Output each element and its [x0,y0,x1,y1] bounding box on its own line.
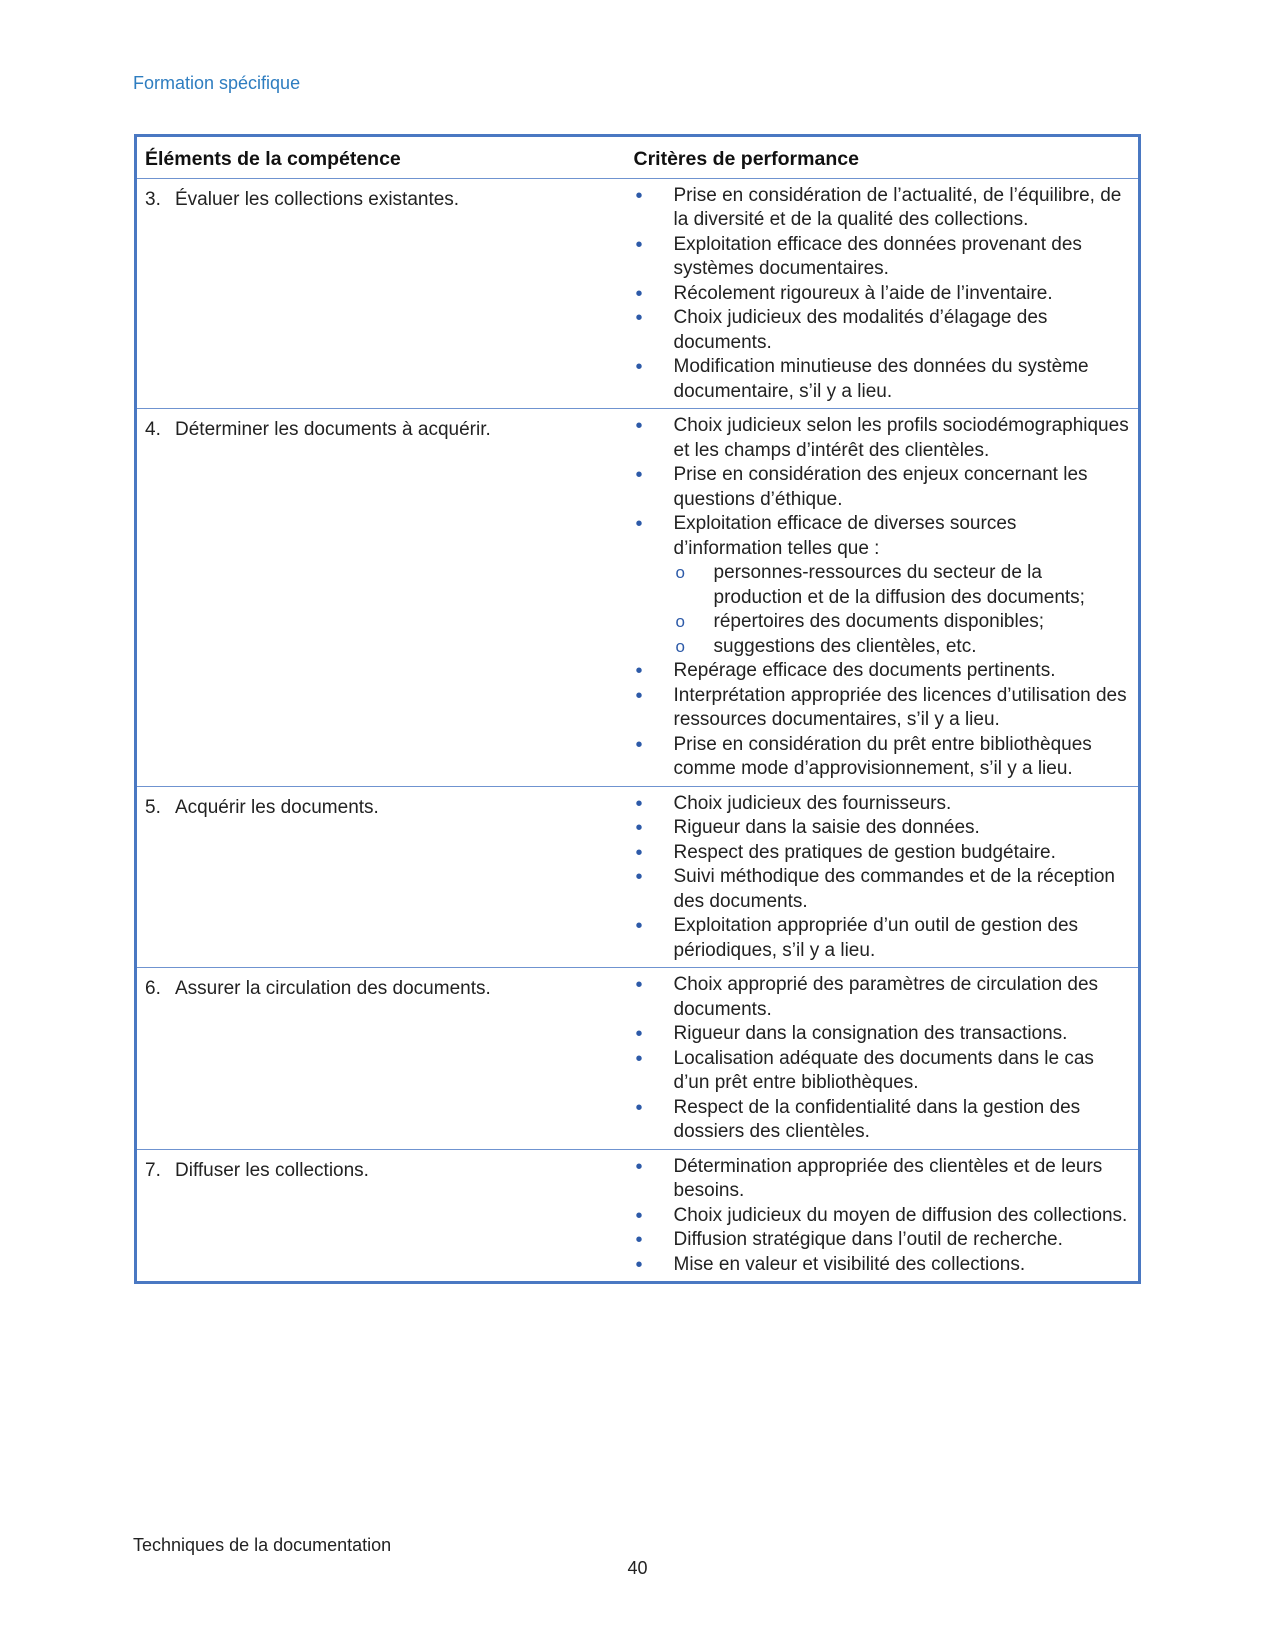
criteria-text: Prise en considération de l’actualité, de l’équilibre, de la diversité et de la qualité des collections. [673,184,1122,230]
bullet-icon: • [635,1096,643,1119]
criteria-item [634,865,1131,914]
element-cell [136,968,626,1150]
criteria-item [634,684,1131,733]
sub-criteria-list [674,561,1131,659]
criteria-cell [626,178,1140,409]
element-number: 6. [145,978,161,999]
criteria-text: Détermination appropriée des clientèles et de leurs besoins. [673,1155,1103,1201]
element-text: Déterminer les documents à acquérir. [175,419,491,440]
criteria-text: Choix judicieux du moyen de diffusion des collections. [673,1204,1128,1226]
bullet-icon: • [635,733,643,756]
element-cell [136,178,626,409]
element-cell [136,409,626,787]
table-header-row [136,136,1140,179]
criteria-item [634,282,1131,307]
bullet-icon: • [635,866,643,888]
criteria-text: Prise en considération du prêt entre bibliothèques comme mode d’approvisionnement, s’il y a lieu. [673,733,1092,779]
table-row [136,178,1140,409]
bullet-icon: • [635,660,643,682]
bullet-icon: • [635,1253,643,1276]
sub-criteria-item [674,610,1131,635]
sub-criteria-item [674,635,1131,660]
column-header-elements: Éléments de la compétence [136,136,626,179]
criteria-text: Prise en considération des enjeux concernant les questions d’éthique. [673,464,1088,510]
criteria-text: Exploitation appropriée d’un outil de gestion des périodiques, s’il y a lieu. [673,915,1079,961]
element-cell [136,786,626,968]
criteria-text: Choix judicieux des fournisseurs. [673,792,952,814]
circle-bullet-icon: o [675,563,685,582]
criteria-cell [626,409,1140,787]
criteria-item [634,1096,1131,1145]
element-number: 5. [145,796,161,818]
criteria-list [634,184,1131,405]
bullet-icon: • [635,684,643,707]
bullet-icon: • [635,233,643,256]
criteria-item [634,816,1131,841]
criteria-text: Diffusion stratégique dans l’outil de recherche. [673,1229,1063,1250]
table-row [136,1149,1140,1283]
circle-bullet-icon: o [675,612,685,631]
footer-program-title: Techniques de la documentation [133,1535,392,1555]
criteria-item [634,184,1131,233]
criteria-text: Choix judicieux des modalités d’élagage des documents. [673,307,1048,353]
criteria-item [634,792,1131,817]
sub-criteria-text: répertoires des documents disponibles; [713,611,1045,632]
criteria-item [634,1022,1131,1047]
bullet-icon: • [635,464,643,486]
criteria-text: Exploitation efficace de diverses sources d’information telles que : [673,513,1017,559]
bullet-icon: • [635,915,643,937]
criteria-item [634,233,1131,282]
criteria-item [634,1228,1131,1253]
criteria-item [634,355,1131,404]
sub-criteria-text: suggestions des clientèles, etc. [713,635,977,657]
criteria-text: Choix approprié des paramètres de circulation des documents. [673,974,1099,1020]
criteria-text: Récolement rigoureux à l’aide de l’inventaire. [673,282,1053,304]
competency-table [134,134,1141,1284]
criteria-text: Repérage efficace des documents pertinents. [673,660,1056,681]
criteria-text: Modification minutieuse des données du système documentaire, s’il y a lieu. [673,356,1089,402]
bullet-icon: • [635,415,643,437]
element-number: 4. [145,419,161,440]
element-text: Assurer la circulation des documents. [175,978,491,999]
column-header-criteria: Critères de performance [626,136,1140,179]
criteria-text: Respect des pratiques de gestion budgétaire. [673,841,1056,863]
bullet-icon: • [635,356,643,378]
criteria-cell [626,968,1140,1150]
criteria-text: Interprétation appropriée des licences d’utilisation des ressources documentaires, s’il y a lieu. [673,684,1127,730]
criteria-item [634,1253,1131,1278]
criteria-text: Respect de la confidentialité dans la gestion des dossiers des clientèles. [673,1096,1081,1142]
bullet-icon: • [635,1155,643,1178]
criteria-item [634,1047,1131,1096]
criteria-item [634,659,1131,684]
bullet-icon: • [635,841,643,864]
criteria-item [634,841,1131,866]
criteria-item [634,414,1131,463]
criteria-item [634,914,1131,963]
circle-bullet-icon: o [675,636,685,656]
criteria-item [634,512,1131,659]
bullet-icon: • [635,792,643,815]
sub-criteria-item [674,561,1131,610]
element-text: Diffuser les collections. [175,1159,369,1181]
table-row [136,409,1140,787]
bullet-icon: • [635,1047,643,1070]
criteria-item [634,1155,1131,1204]
criteria-cell [626,1149,1140,1283]
criteria-list [634,973,1131,1145]
criteria-text: Choix judicieux selon les profils sociodémographiques et les champs d’intérêt des clientèles. [673,415,1129,461]
bullet-icon: • [635,1204,643,1227]
element-cell [136,1149,626,1283]
table-body [136,178,1140,1283]
criteria-text: Rigueur dans la saisie des données. [673,817,980,838]
criteria-item [634,463,1131,512]
criteria-list [634,792,1131,964]
criteria-text: Suivi méthodique des commandes et de la réception des documents. [673,866,1115,912]
sub-criteria-text: personnes-ressources du secteur de la production et de la diffusion des documents; [713,562,1085,608]
criteria-cell [626,786,1140,968]
bullet-icon: • [635,817,643,839]
bullet-icon: • [635,974,643,996]
table-row [136,786,1140,968]
element-text: Acquérir les documents. [175,796,379,818]
criteria-list [634,1155,1131,1278]
element-text: Évaluer les collections existantes. [175,188,460,210]
criteria-list [634,414,1131,782]
criteria-item [634,1204,1131,1229]
criteria-text: Mise en valeur et visibilité des collections. [673,1253,1026,1275]
criteria-item [634,973,1131,1022]
element-number: 7. [145,1159,161,1181]
bullet-icon: • [635,184,643,207]
page-number: 40 [627,1558,648,1578]
bullet-icon: • [635,1229,643,1251]
bullet-icon: • [635,513,643,535]
element-number: 3. [145,188,161,210]
criteria-text: Rigueur dans la consignation des transactions. [673,1023,1068,1044]
criteria-text: Localisation adéquate des documents dans le cas d’un prêt entre bibliothèques. [673,1047,1094,1093]
bullet-icon: • [635,307,643,329]
section-header: Formation spécifique [133,73,301,93]
criteria-item [634,733,1131,782]
bullet-icon: • [635,1023,643,1045]
criteria-item [634,306,1131,355]
criteria-text: Exploitation efficace des données provenant des systèmes documentaires. [673,233,1082,279]
bullet-icon: • [635,282,643,305]
table-row [136,968,1140,1150]
